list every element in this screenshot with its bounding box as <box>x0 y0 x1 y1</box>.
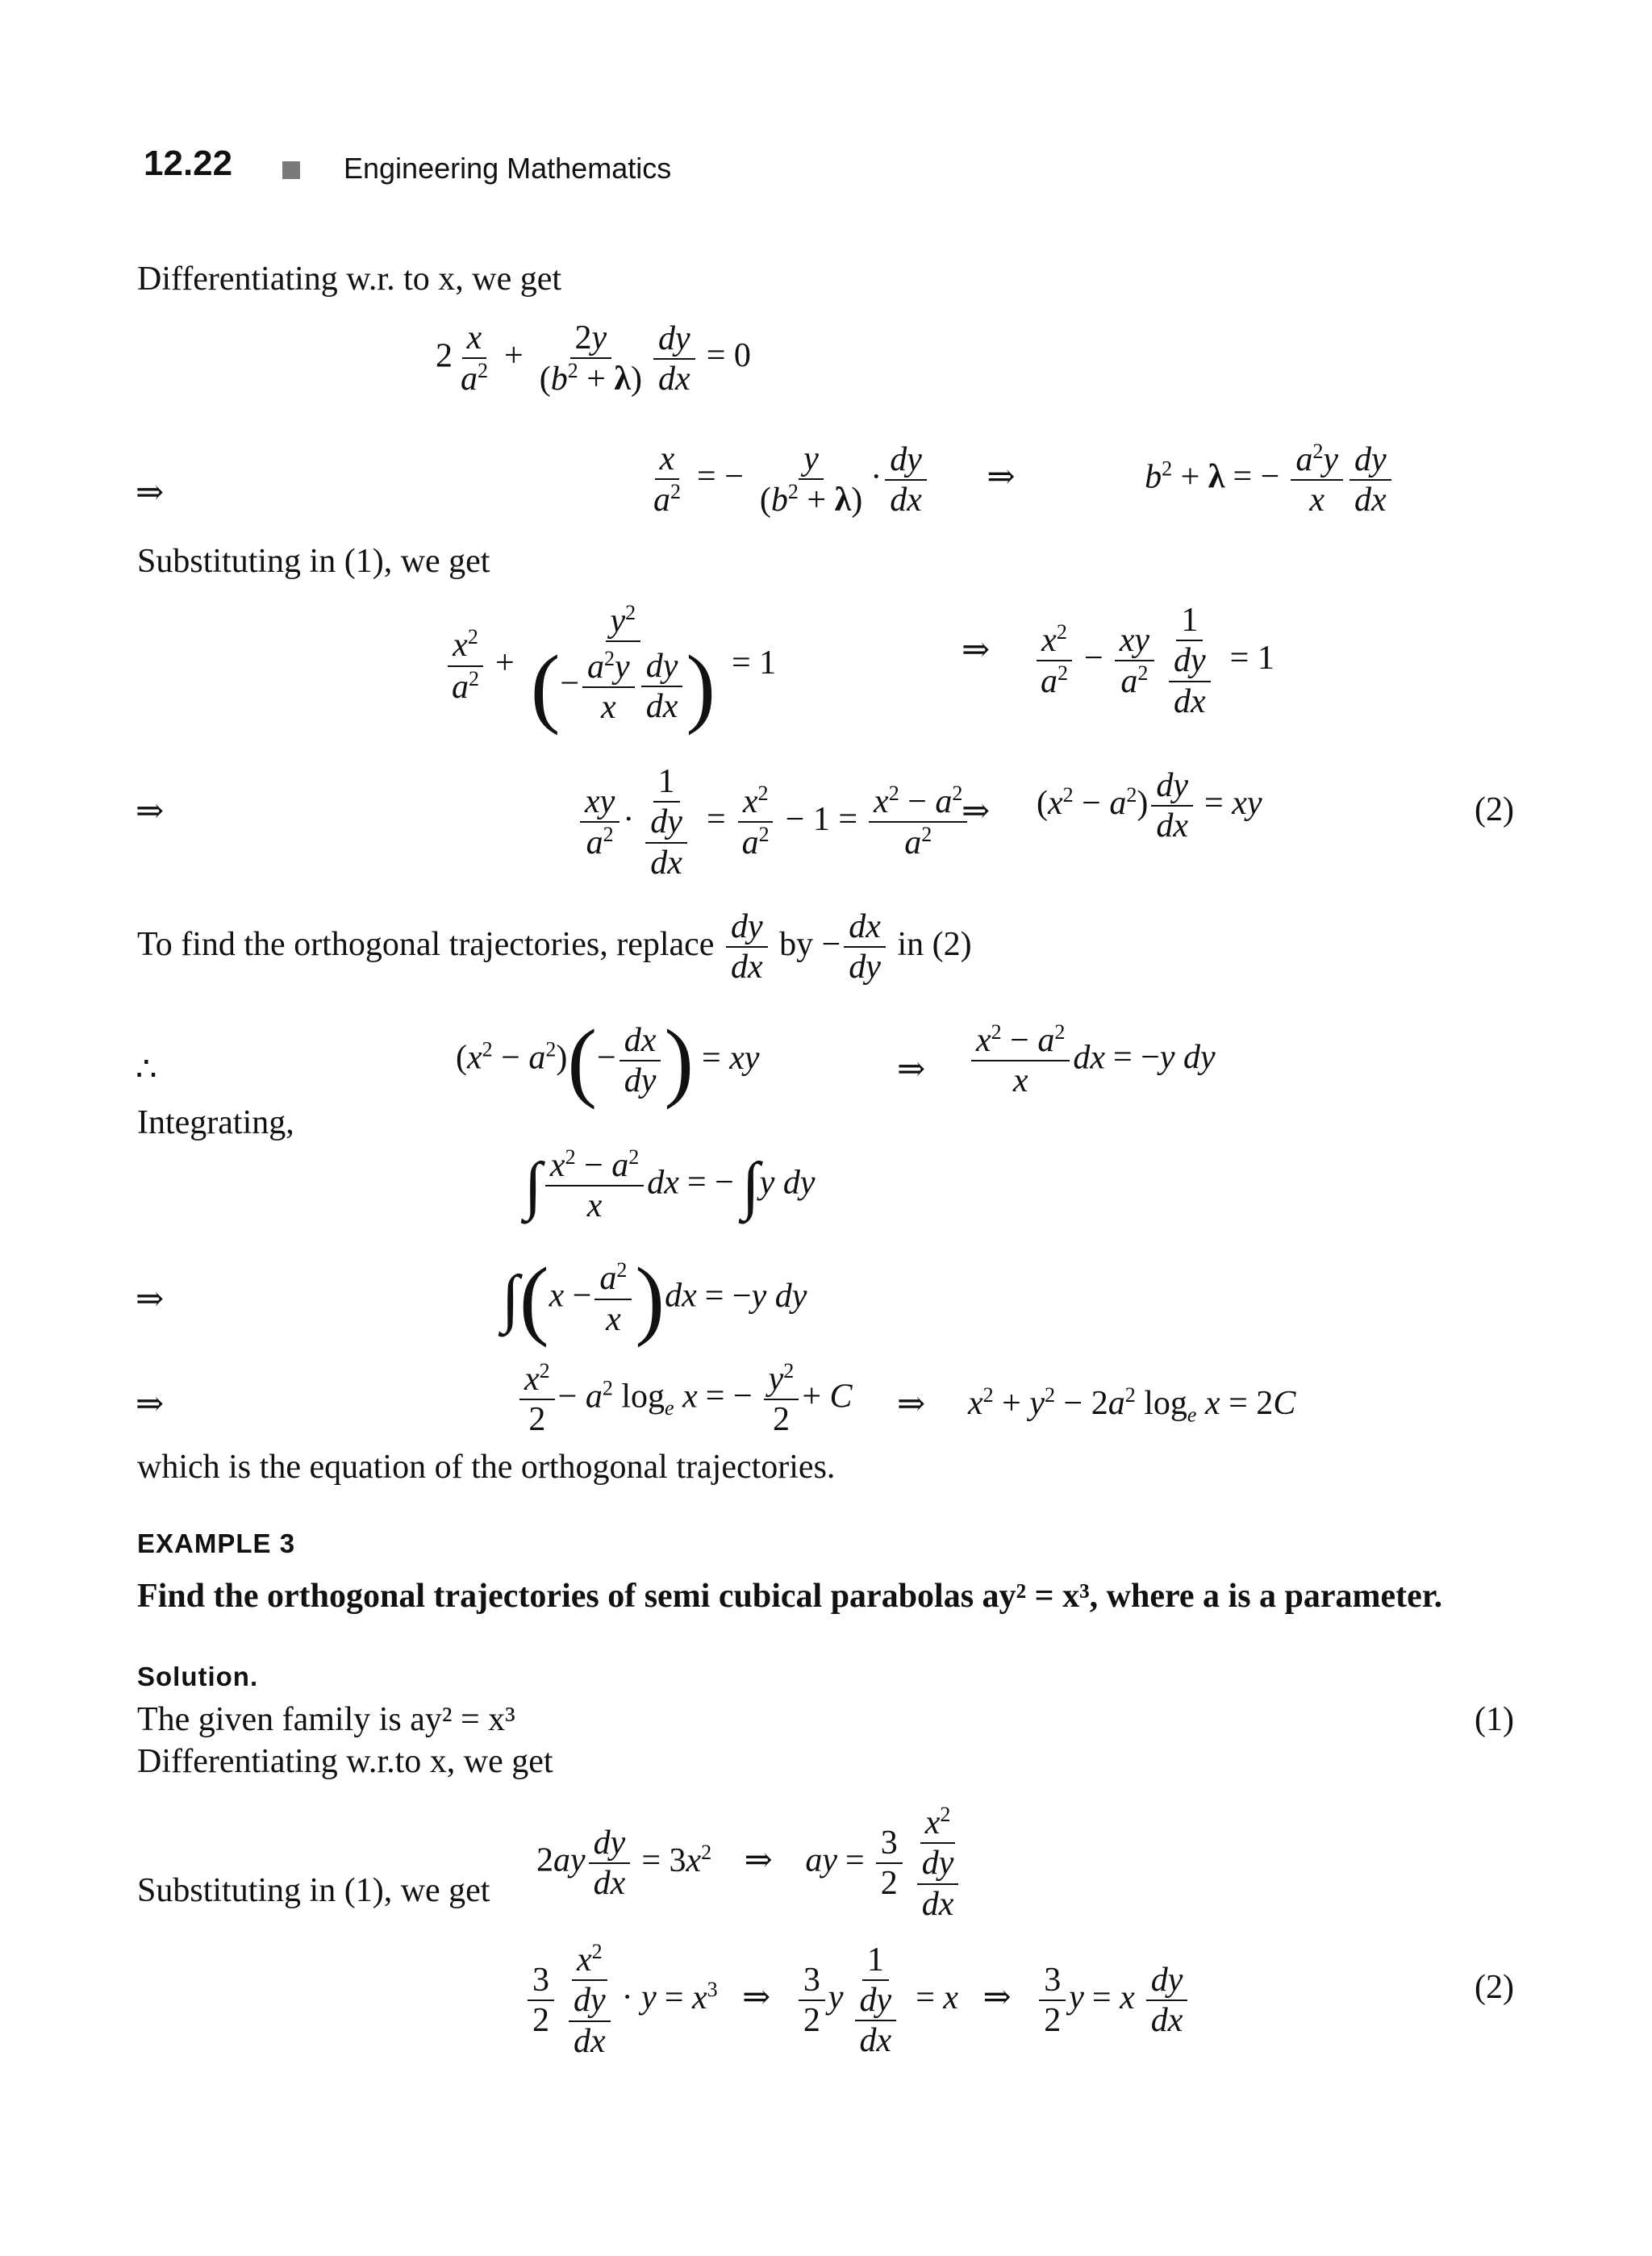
header-square-icon <box>282 161 300 179</box>
implies-symbol: ⇒ <box>742 1979 771 2016</box>
equation-number: (2) <box>1475 1969 1514 2006</box>
implies-symbol: ⇒ <box>962 632 991 669</box>
equation-number: (1) <box>1475 1701 1514 1738</box>
equation-e9: 2ay $\frac{dy}{dx}$ = $3x^2$ ⇒ ay = $\frac{3}{2}$ $\frac{x^2}{\frac{dy}{dx}}$ <box>536 1803 970 1924</box>
page-number: 12.22 <box>144 144 233 183</box>
equation-e6: ∫ $\frac{x^2 - a^2}{x}$ dx = − ∫y dy <box>524 1145 816 1225</box>
equation-e10: $\frac{3}{2}$ $\frac{x^2}{\frac{dy}{dx}}$ · $y = x^3$ ⇒ $\frac{3}{2}$ y $\frac{1}{\frac{dy}{dx}}$ = x ⇒ $\frac{3}{2}$ y = x $\frac{dy}{dx}$ <box>524 1940 1191 2061</box>
prose-orthogonal-intro-in: in (2) <box>897 925 972 963</box>
equation-e4-rhs: $(x^2 - a^2)$ $\frac{dy}{dx}$ = xy <box>1037 767 1262 845</box>
equation-e5-rhs: $\frac{x^2 - a^2}{x}$ dx = −y dy <box>968 1020 1224 1101</box>
equation-e8-rhs: $x^2 + y^2 - 2a^2$ $\log_e x = 2C$ <box>968 1383 1296 1427</box>
equation-e3-rhs: $\frac{x^2}{a^2}$ − $\frac{xy}{a^2}$ $\frac{1}{\frac{dy}{dx}}$ = 1 <box>1032 601 1283 721</box>
equation-e4: $\frac{xy}{a^2}$ · $\frac{1}{\frac{dy}{dx}}$ = $\frac{x^2}{a^2}$ − 1 = $\frac{x^2 - a^2}{a^2}$ <box>577 762 970 882</box>
implies-symbol: ⇒ <box>987 458 1016 496</box>
prose-differentiating-1: Differentiating w.r. to x, we get <box>137 261 562 298</box>
implies-symbol: ⇒ <box>982 1979 1012 2016</box>
prose-substituting-2: Substituting in (1), we get <box>137 1872 490 1909</box>
therefore-symbol: ∴ <box>136 1051 157 1088</box>
implies-symbol: ⇒ <box>962 793 991 830</box>
book-title: Engineering Mathematics <box>344 152 672 185</box>
equation-e5: $(x^2 - a^2)(-$ $\frac{dx}{dy}$ ) = xy <box>456 1011 760 1110</box>
implies-symbol: ⇒ <box>897 1386 926 1423</box>
equation-e2: $\frac{x}{a^2}$ = − $\frac{y}{(b^2 + \lambda)}$ · $\frac{dy}{dx}$ ⇒ $b^2 + \lambda$ = − $\frac{a^2y}{x}$ $\frac{dy}{dx}$ <box>645 440 1395 520</box>
example-heading: EXAMPLE 3 <box>137 1528 296 1558</box>
implies-symbol: ⇒ <box>136 793 165 830</box>
prose-substituting-1: Substituting in (1), we get <box>137 543 490 580</box>
prose-orthogonal-intro: To find the orthogonal trajectories, replace $\frac{dy}{dx}$ by − $\frac{dx}{dy}$ in (2) <box>137 908 972 986</box>
implies-symbol: ⇒ <box>744 1841 773 1879</box>
implies-symbol: ⇒ <box>136 1386 165 1423</box>
equation-e7: ∫(x − $\frac{a^2}{x}$ )dx = −y dy <box>502 1249 807 1348</box>
example-statement: Find the orthogonal trajectories of semi cubical parabolas ay² = x³, where a is a parameter. <box>137 1578 1443 1615</box>
equation-e3: $\frac{x^2}{a^2}$ + $y^2$ (− $\frac{a^2y}{x}$ $\frac{dy}{dx}$ ) = 1 <box>444 601 784 731</box>
solution-heading: Solution. <box>137 1662 259 1691</box>
equation-e1: 2 $\frac{x}{a^2}$ + $\frac{2y}{(b^2 + \lambda)}$ $\frac{dy}{dx}$ = 0 <box>436 319 751 398</box>
prose-orthogonal-intro-by: by <box>779 925 814 963</box>
prose-orthogonal-intro-a: To find the orthogonal trajectories, replace <box>137 925 715 963</box>
prose-conclusion: which is the equation of the orthogonal trajectories. <box>137 1449 836 1486</box>
prose-given-family: The given family is ay² = x³ <box>137 1701 515 1738</box>
implies-symbol: ⇒ <box>136 474 165 511</box>
equation-e8: $\frac{x^2}{2}$ − $a^2$ $\log_e x$ = − $\frac{y^2}{2}$ + C <box>516 1359 853 1440</box>
prose-integrating: Integrating, <box>137 1104 294 1141</box>
prose-differentiating-2: Differentiating w.r.to x, we get <box>137 1743 553 1780</box>
equation-number: (2) <box>1475 791 1514 828</box>
implies-symbol: ⇒ <box>136 1281 165 1318</box>
implies-symbol: ⇒ <box>897 1051 926 1088</box>
